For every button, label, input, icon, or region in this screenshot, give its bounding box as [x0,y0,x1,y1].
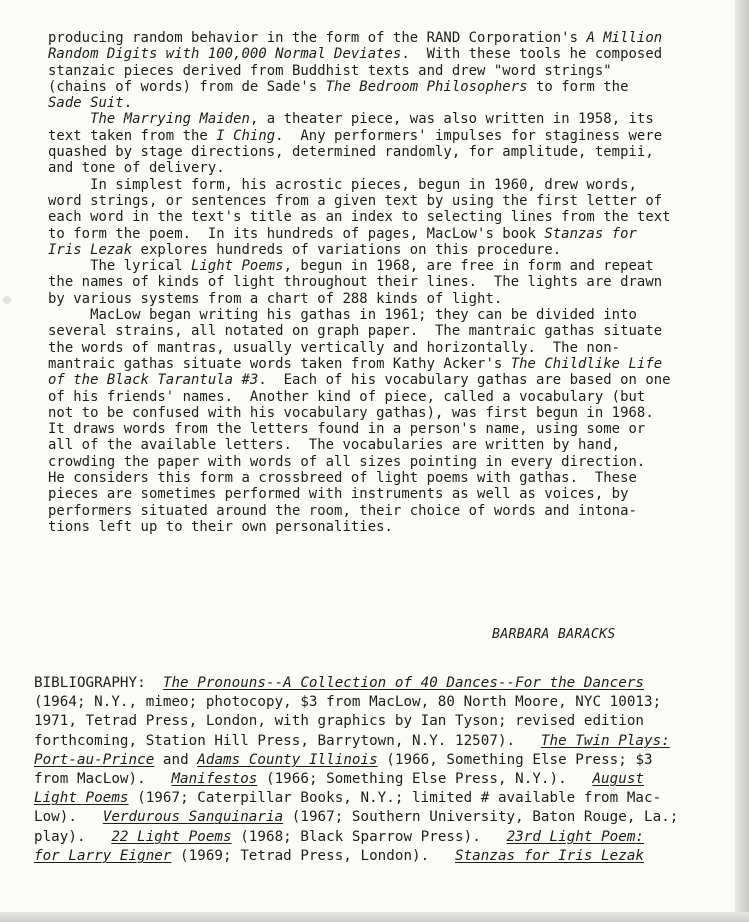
bibliography-title: Manifestos [171,771,258,788]
text-run: pieces are sometimes performed with instruments as well as voices, by [48,486,629,503]
text-run: to form the [527,78,629,95]
author-signature: BARBARA BARACKS [492,627,616,642]
text-run: It draws words from the letters found in a person's name, using some or [48,421,646,438]
essay-line [48,323,720,339]
bibliography-title: Port-au-Prince [34,751,155,768]
text-run: crowding the paper with words of all sizes pointing in every direction. [48,453,646,470]
essay-line [48,95,720,111]
essay-line [48,79,720,95]
bibliography-title: Light Poems [34,790,129,807]
italic-title: Random Digits with 100,000 Normal Deviates [48,46,402,63]
italic-title: I Ching [216,127,276,144]
text-run: mantraic gathas situate words taken from Kathy Acker's [48,355,511,372]
text-run: 1971, Tetrad Press, London, with graphics by Ian Tyson; revised edition [34,713,645,730]
essay-line [48,340,720,356]
text-run: BIBLIOGRAPHY: [34,675,163,691]
text-run: producing random behavior in the form of the RAND Corporation's [48,30,587,46]
italic-title: Light Poems [191,258,284,275]
bibliography-line [34,770,734,789]
italic-title: A Million [586,30,663,46]
bibliography-title: The Twin Plays: [540,732,670,749]
text-run: several strains, all notated on graph paper. The mantraic gathas situate [48,323,663,340]
essay-line [48,486,720,502]
text-run: (1964; N.Y., mimeo; photocopy, $3 from MacLow, 80 North Moore, NYC 10013; [34,694,662,711]
essay-line [48,258,720,274]
text-run: Low). [34,809,103,826]
text-run: (1967; Southern University, Baton Rouge, La.; [283,809,679,826]
text-run: by various systems from a chart of 288 kinds of light. [48,290,503,307]
bibliography-line [34,828,734,847]
scan-edge-right [735,0,749,922]
text-run: the names of kinds of light throughout their lines. The lights are drawn [48,274,663,291]
essay-line [48,503,720,519]
essay-line [48,454,720,470]
text-run: , a theater piece, was also written in 1958, its [249,111,654,128]
text-run: (1966; Something Else Press, N.Y.). [257,771,593,788]
bibliography-line [34,674,734,693]
bibliography-title: Adams County Illinois [197,751,378,768]
text-run: play). [34,828,112,845]
essay-line [48,128,720,144]
text-run: In simplest form, his acrostic pieces, begun in 1960, drew words, [48,176,637,193]
text-run: (1969; Tetrad Press, London). [171,847,455,864]
text-run: to form the poem. In its hundreds of pages, MacLow's book [48,225,545,242]
text-run: from MacLow). [34,771,172,788]
text-run: explores hundreds of variations on this procedure. [132,241,562,258]
text-run: forthcoming, Station Hill Press, Barrytown, N.Y. 12507). [34,732,541,749]
text-run: and tone of delivery. [48,160,225,177]
text-run: . Any performers' impulses for staginess were [275,127,663,144]
bibliography-title: Stanzas for Iris Lezak [455,847,645,864]
text-run: performers situated around the room, their choice of words and intona- [48,502,637,519]
text-run: each word in the text's title as an index to selecting lines from the text [48,209,671,226]
italic-title: The Childlike Life [510,355,663,372]
text-run: MacLow began writing his gathas in 1961; they can be divided into [48,307,637,324]
text-run: not to be confused with his vocabulary gathas), was first begun in 1968. [48,404,654,421]
bibliography-line [34,693,734,712]
bibliography-section [34,674,734,866]
essay-line [48,421,720,437]
italic-title: The Marrying Maiden [90,111,250,128]
bibliography-title: Verdurous Sanguinaria [102,809,284,826]
bibliography-title: 23rd Light Poem: [506,828,645,845]
bibliography-title: The Pronouns--A Collection of 40 Dances--For the Dancers [162,675,645,691]
essay-line [48,389,720,405]
text-run: tions left up to their own personalities. [48,518,393,535]
essay-line [48,193,720,209]
text-run: . With these tools he composed [401,46,663,63]
italic-title: Iris Lezak [48,241,133,258]
text-run: (1968; Black Sparrow Press). [231,828,507,845]
essay-line [48,226,720,242]
italic-title: Stanzas for [544,225,637,242]
essay-line [48,372,720,388]
text-run: . Each of his vocabulary gathas are based on one [258,372,671,389]
italic-title: Sade Suit [48,95,124,112]
essay-line [48,46,720,62]
text-run: the words of mantras, usually vertically and horizontally. The non- [48,339,621,356]
essay-line [48,63,720,79]
essay-line [48,291,720,307]
text-run: . [123,95,133,112]
essay-line [48,209,720,225]
scan-edge-bottom [0,912,749,922]
essay-line [48,356,720,372]
text-run: (1967; Caterpillar Books, N.Y.; limited # available from Mac- [128,790,662,807]
bibliography-line [34,732,734,751]
text-run [48,111,90,127]
essay-line [48,405,720,421]
bibliography-line [34,712,734,731]
bibliography-title: August [592,771,645,788]
text-run: The lyrical [48,258,192,275]
essay-line [48,177,720,193]
text-run: , begun in 1968, are free in form and repeat [283,258,654,275]
essay-line [48,111,720,127]
essay-line [48,519,720,535]
text-run: of his friends' names. Another kind of piece, called a vocabulary (but [48,388,646,405]
italic-title: The Bedroom Philosophers [325,78,528,95]
bibliography-title: for Larry Eigner [34,847,172,864]
essay-text [48,30,720,535]
text-run: and [154,751,198,768]
essay-line [48,307,720,323]
bibliography-line [34,808,734,827]
bibliography-line [34,847,734,866]
binder-hole-mark [3,296,11,304]
essay-line [48,437,720,453]
text-run: all of the available letters. The vocabularies are written by hand, [48,437,621,454]
essay-line [48,144,720,160]
essay-line [48,30,720,46]
text-run: quashed by stage directions, determined randomly, for amplitude, tempii, [48,144,654,161]
bibliography-title: 22 Light Poems [111,828,232,845]
text-run: stanzaic pieces derived from Buddhist texts and drew "word strings" [48,62,612,79]
essay-line [48,242,720,258]
bibliography-line [34,751,734,770]
essay-line [48,274,720,290]
essay-line [48,470,720,486]
text-run: (chains of words) from de Sade's [48,78,326,95]
bibliography-line [34,789,734,808]
text-run: (1966, Something Else Press; $3 [377,751,653,768]
text-run: He considers this form a crossbreed of light poems with gathas. These [48,470,637,487]
essay-line [48,160,720,176]
text-run: text taken from the [48,127,217,144]
text-run: word strings, or sentences from a given text by using the first letter of [48,192,663,209]
italic-title: of the Black Tarantula #3 [48,372,259,389]
